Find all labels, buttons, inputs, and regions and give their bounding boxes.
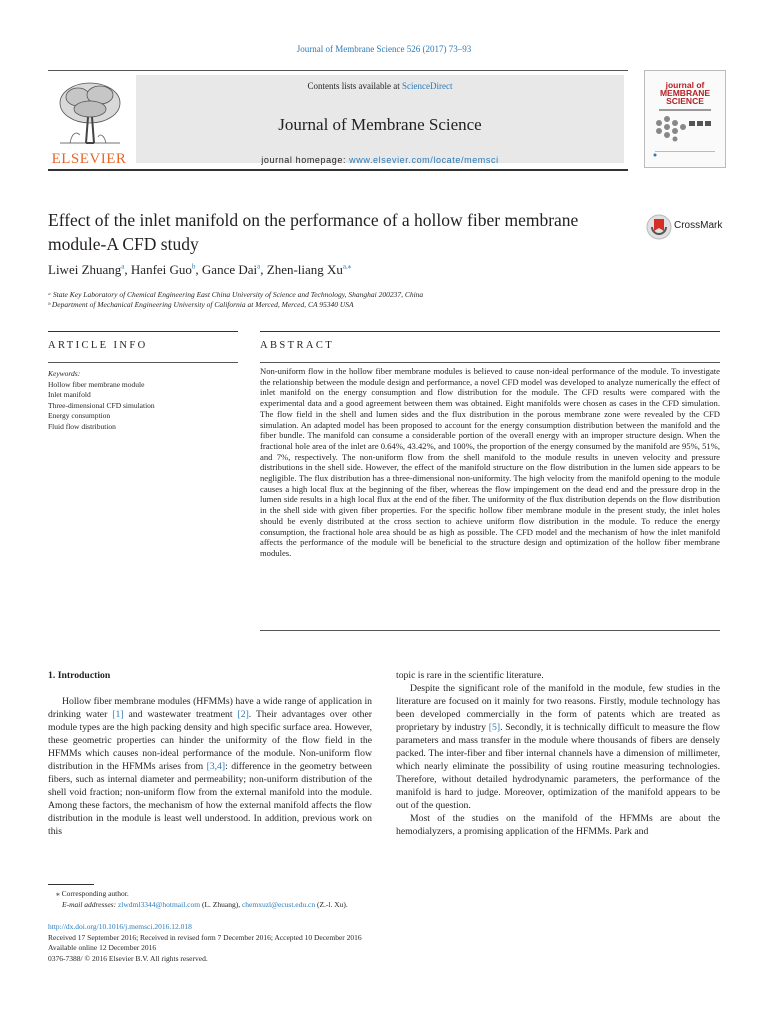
email-link[interactable]: chemxuzl@ecust.edu.cn [241, 900, 316, 909]
paragraph: topic is rare in the scientific literature. [396, 670, 544, 681]
article-info-rule [48, 331, 238, 332]
homepage-link[interactable]: www.elsevier.com/locate/memsci [349, 155, 499, 165]
elsevier-logo [50, 77, 128, 167]
journal-name: Journal of Membrane Science [278, 115, 482, 134]
article-info-divider [48, 362, 238, 363]
author-list: Liwei Zhuang$^a$, Hanfei Guo$^b$, Gance Dai$^a$, Zhen-liang $Xu^{a,⁎}$ [48, 262, 352, 277]
author-name[interactable]: Gance Dai [201, 262, 258, 277]
paragraph-text: and wastewater treatment [123, 709, 238, 720]
author-affiliation-mark[interactable]: a [257, 262, 261, 271]
cover-title-line: MEMBRANE [659, 88, 711, 98]
reference-link[interactable]: [2] [237, 709, 249, 720]
abstract-rule [260, 331, 720, 332]
crossmark-icon [646, 214, 672, 240]
reference-link[interactable]: [3,4] [206, 761, 226, 772]
article-info-heading: ARTICLE INFO [48, 340, 148, 351]
paragraph [396, 682, 720, 812]
keywords-label: Keywords: [48, 369, 81, 378]
journal-citation[interactable]: Journal of Membrane Science 526 (2017) 73–93 [296, 44, 472, 54]
journal-banner [136, 75, 624, 163]
affiliation-a: ᵃ State Key Laboratory of Chemical Engineering East China University of Science and Technology, Shanghai 200237, China [48, 290, 424, 299]
email-addresses [62, 900, 348, 909]
abstract-heading: ABSTRACT [260, 340, 335, 351]
body-column-left [48, 669, 372, 838]
paragraph: Most of the studies on the manifold of the HFMMs are about the hemodialyzers, a promising application of the HFMMs. Park and [396, 813, 720, 837]
cover-art-icon [645, 71, 725, 167]
paragraph [48, 695, 372, 838]
contents-line [136, 81, 624, 91]
author-name[interactable]: Liwei Zhuang [48, 262, 122, 277]
reference-link[interactable]: [5] [488, 722, 501, 733]
abstract-divider [260, 362, 720, 363]
paragraph-text: Hollow fiber membrane modules (HFMMs) have a wide range of application in drinking water [48, 696, 372, 720]
abstract-bottom-rule [260, 630, 720, 631]
section-heading-introduction: 1. Introduction [48, 670, 111, 681]
keyword-item: Hollow fiber membrane module [48, 379, 145, 389]
paragraph-text: . Their advantages over other module types are the high packing density and high specific surface area. However, these geometric properties can hinder the uniformity of the flow field in the HFMMs which causes non-ideal performance of the module. Non-uniform flow distribution in the HFMMs arises from [48, 709, 372, 772]
journal-cover-thumbnail [644, 70, 726, 168]
elsevier-wordmark: ELSEVIER [51, 151, 127, 167]
sciencedirect-link[interactable]: ScienceDirect [402, 81, 453, 91]
email-label: E-mail addresses: [62, 900, 118, 909]
doi-link[interactable]: http://dx.doi.org/10.1016/j.memsci.2016.12.018 [48, 922, 192, 931]
homepage-prefix: journal homepage: [261, 155, 350, 165]
corresponding-author-note: ⁎ Corresponding author. [56, 889, 129, 898]
keyword-item: Fluid flow distribution [48, 421, 116, 431]
email-link[interactable]: zlwdml3344@hotmail.com [117, 900, 201, 909]
article-title: Effect of the inlet manifold on the performance of a hollow fiber membrane module-A CFD study [48, 210, 579, 254]
cover-title-line: SCIENCE [666, 96, 704, 106]
body-column-right [396, 669, 720, 838]
email-owner: (Z.-l. Xu). [315, 900, 348, 909]
homepage-line [136, 155, 624, 165]
reference-link[interactable]: [1] [112, 709, 124, 720]
elsevier-tree-icon [50, 77, 128, 151]
available-online: Available online 12 December 2016 [48, 943, 157, 952]
keyword-item: Energy consumption [48, 411, 111, 420]
crossmark-label: CrossMark [674, 220, 723, 231]
keywords-block [48, 369, 238, 432]
author-affiliation-mark[interactable]: b [191, 262, 196, 271]
author-affiliation-mark[interactable]: a [121, 262, 125, 271]
crossmark-badge[interactable] [646, 214, 738, 240]
keyword-item: Inlet manifold [48, 390, 91, 399]
author-affiliation-mark[interactable]: a,⁎ [342, 262, 352, 271]
footnote-rule [48, 884, 94, 885]
author-name[interactable]: Hanfei Guo [130, 262, 192, 277]
contents-prefix: Contents lists available at [307, 81, 402, 91]
cover-title-line: journal of [665, 80, 705, 90]
copyright: 0376-7388/ © 2016 Elsevier B.V. All rights reserved. [48, 954, 208, 963]
email-owner: (L. Zhuang), [200, 900, 242, 909]
author-name[interactable]: Zhen-liang Xu [266, 262, 343, 277]
journal-masthead [48, 70, 628, 171]
affiliation-b: ᵇ Department of Mechanical Engineering University of California at Merced, Merced, CA 95340 USA [48, 300, 354, 309]
abstract-body: Non-uniform flow in the hollow fiber membrane modules is believed to cause non-ideal performance of the module. To investigate the relationship between the module design and performance, a novel CFD model was developed to analyze numerically the effect of inlet manifold on the energy consumption and flow distribution for the module. The CFD results were compared with the experimental data and a good agreement between them was obtained. Eight manifolds were chosen as cases in the CFD simulation. The flow field in the shell and lumen sides and the flux distribution in the porous membrane zone were revealed by the CFD simulation. An adapted model has been proposed to account for the energy consumption distribution between the manifold and the fiber bundle. The manifold can consume a considerable portion of the overall energy with an improper structure design. When the fractional hole area of the inlet are 0.64%, 43.42%, and 100%, the proportion of the energy consumed by the manifold are 95%, 51%, and 7%, respectively. The non-uniform flow from the shell manifold to the module results in uneven velocity and pressure distributions in the shell side. However, the effect of the manifold structure on the flow distribution in the lumen side appears to be negligible. The flux distribution has a three-dimensional non-uniformity. The high velocity from the manifold opening to the module causes a high local flux at the beginning of the fiber, whereas the flow impingement on the dead end and the pressure drop in the lumen side results in a high local flux at the end of the fiber. The uniformity of the flux distribution depends on the flow distribution in the shell side with given fiber properties. For the specific hollow fiber membrane module in the present study, the inlet holes should be evenly distributed at the cross section to achieve uniform flow distribution in the module. To reduce the energy consumption, the fractional hole area should be as high as possible. The CFD model and the mechanism of how the inlet manifold affects the performance of the module will be beneficial to the structure design and optimization of the hollow fiber membrane modules. [260, 366, 720, 558]
received-dates: Received 17 September 2016; Received in revised form 7 December 2016; Accepted 10 December 2016 [48, 933, 362, 942]
keyword-item: Three-dimensional CFD simulation [48, 400, 155, 410]
paragraph-text: : difference in the geometry between fibers, such as internal diameter and permeability; non-uniform distribution of the shell void fraction; non-uniform flow from the external manifold into the module. Among these factors, the mechanism of how the external manifold affects the flow distribution in the module is least well understood. In addition, previous work on this [48, 761, 372, 837]
paragraph-text: Despite the significant role of the manifold in the module, few studies in the literature are focused on it mainly for two reasons. Firstly, module technology has been developed commercially in the form of patents which are treated as proprietary by industry [396, 683, 720, 733]
paragraph-text: . Secondly, it is technically difficult to measure the flow parameters and mass transfer in the module where thousands of fibers are densely packed. The inter-fiber and fiber internal channels have a dimension of millimeter, which nearly eliminate the possibility of using routine measuring technologies. Therefore, without detailed hydrodynamic parameters, the performance of the manifold is hard to judge. Moreover, optimization of the manifold appears to be out of the question. [396, 722, 720, 811]
